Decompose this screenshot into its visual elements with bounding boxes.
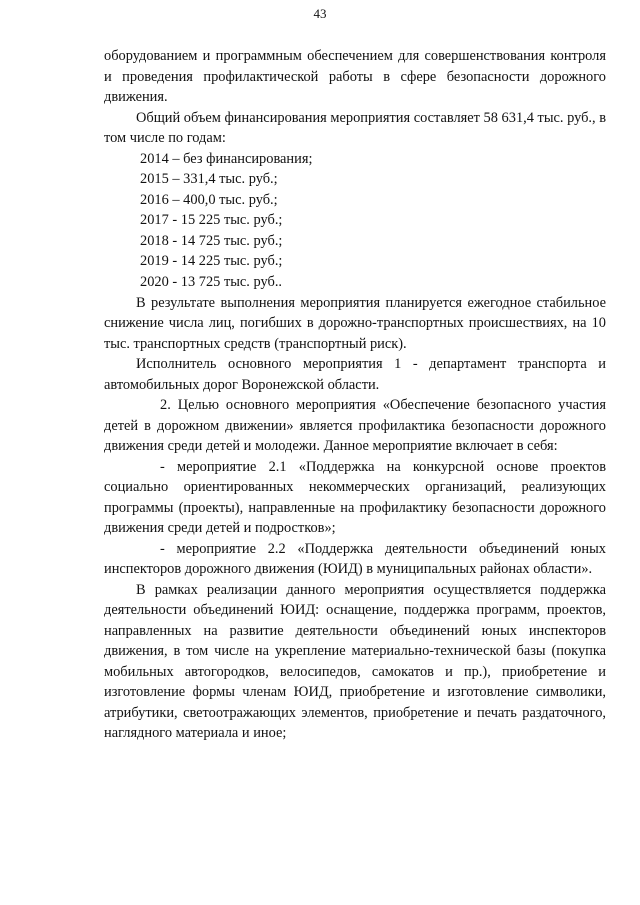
funding-year-item: 2017 - 15 225 тыс. руб.; — [140, 212, 283, 229]
paragraph-activity-2-2: - мероприятие 2.2 «Поддержка деятельности объединений юных инспекторов дорожного движения (ЮИД) в муниципальных районах области». — [104, 540, 606, 578]
page-number: 43 — [313, 6, 327, 21]
paragraph-activity-2-1: - мероприятие 2.1 «Поддержка на конкурсной основе проектов социально ориентированных некоммерческих организаций, реализующих программы (проекты), направленные на профилактику безопасности дорожного движения среди детей и подростков»; — [104, 458, 606, 537]
document-body — [104, 46, 606, 744]
paragraph-equipment: оборудованием и программным обеспечением для совершенствования контроля и проведения профилактической работы в сфере безопасности дорожного движения. — [104, 48, 606, 105]
paragraph-main-activity-2: 2. Целью основного мероприятия «Обеспечение безопасного участия детей в дорожном движении» является профилактика безопасности дорожного движения среди детей и молодежи. Данное мероприятие включает в себя: — [104, 397, 606, 455]
funding-by-year-list — [104, 149, 606, 293]
funding-year-item: 2015 – 331,4 тыс. руб.; — [140, 171, 278, 188]
funding-year-item: 2020 - 13 725 тыс. руб.. — [140, 274, 283, 291]
paragraph-total-funding: Общий объем финансирования мероприятия составляет 58 631,4 тыс. руб., в том числе по годам: — [104, 109, 606, 146]
paragraph-executor: Исполнитель основного мероприятия 1 - департамент транспорта и автомобильных дорог Воронежской области. — [104, 356, 606, 393]
funding-year-item: 2018 - 14 725 тыс. руб.; — [140, 232, 283, 249]
funding-year-item: 2016 – 400,0 тыс. руб.; — [140, 191, 278, 208]
paragraph-support-details: В рамках реализации данного мероприятия осуществляется поддержка деятельности объединений ЮИД: оснащение, поддержка программ, проектов, направленных на развитие деятельности объединений юных инспекторов движения, в том числе на укрепление материально-технической базы (покупка мобильных автогородков, велосипедов, самокатов и пр.), приобретение и изготовление формы членам ЮИД, приобретение и изготовление символики, атрибутики, светоотражающих элементов, приобретение и печать раздаточного, наглядного материала и иное; — [104, 581, 606, 742]
funding-year-item: 2014 – без финансирования; — [140, 150, 313, 167]
paragraph-expected-result: В результате выполнения мероприятия планируется ежегодное стабильное снижение числа лиц, погибших в дорожно-транспортных происшествиях, на 10 тыс. транспортных средств (транспортный риск). — [104, 294, 606, 352]
funding-year-item: 2019 - 14 225 тыс. руб.; — [140, 253, 283, 270]
